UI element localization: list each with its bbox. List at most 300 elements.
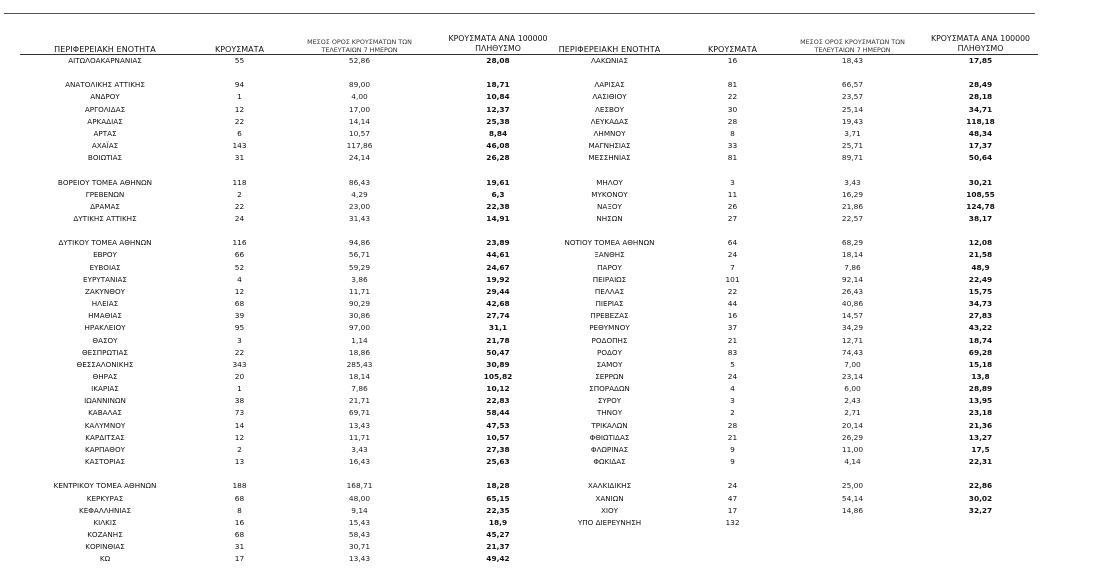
cell-region: ΧΑΛΚΙΔΙΚΗΣ [587, 481, 632, 491]
table-row [536, 286, 1038, 298]
cell-cases: 9 [730, 444, 735, 454]
cell-region: ΡΟΔΟΠΗΣ [591, 335, 628, 345]
cell-avg: 3,86 [351, 274, 368, 284]
cell-region: ΘΗΡΑΣ [92, 372, 118, 382]
cell-rate: 47,53 [486, 420, 510, 430]
cell-cases: 37 [727, 323, 738, 333]
cell-cases: 94 [234, 80, 245, 90]
cell-region: ΝΑΞΟΥ [597, 201, 622, 211]
cell-region: ΔΥΤΙΚΟΥ ΤΟΜΕΑ ΑΘΗΝΩΝ [58, 238, 152, 248]
table-row [536, 152, 1038, 164]
cell-cases: 8 [730, 128, 735, 138]
cell-rate: 28,18 [968, 92, 993, 102]
cell-avg: 59,29 [348, 262, 371, 272]
cell-avg: 18,14 [841, 250, 864, 260]
header-cases: ΚΡΟΥΣΜΑΤΑ [683, 34, 782, 55]
cell-avg: 14,86 [841, 505, 864, 515]
table-row [536, 237, 1038, 249]
cell-rate: 124,78 [966, 201, 995, 211]
cell-rate: 22,31 [968, 457, 993, 467]
cell-avg: 7,86 [351, 384, 368, 394]
cell-avg: 48,00 [348, 493, 371, 503]
cell-region: ΜΗΛΟΥ [596, 177, 623, 187]
spacer-row [536, 225, 1038, 237]
table-row [536, 505, 1038, 517]
cell-region: ΛΑΣΙΘΙΟΥ [592, 92, 627, 102]
cell-region: ΧΙΟΥ [600, 505, 619, 515]
spacer-cell [289, 164, 430, 176]
cell-region: ΣΠΟΡΑΔΩΝ [589, 384, 630, 394]
left-table-body [20, 55, 566, 566]
cell-rate: 22,83 [486, 396, 510, 406]
table-row [20, 420, 566, 432]
table-row [20, 553, 566, 565]
cell-region: ΤΗΝΟΥ [596, 408, 623, 418]
header-avg [782, 34, 923, 55]
spacer-row [536, 468, 1038, 480]
spacer-cell [536, 225, 683, 237]
cell-rate: 108,55 [966, 189, 995, 199]
cell-avg: 26,43 [841, 286, 864, 296]
cell-region: ΖΑΚΥΝΘΟΥ [84, 286, 126, 296]
cell-cases: 22 [234, 116, 245, 126]
cell-rate: 14,91 [486, 214, 510, 223]
cell-cases: 14 [234, 420, 245, 430]
cell-region: ΓΡΕΒΕΝΩΝ [85, 189, 125, 199]
header-rate-line2: ΠΛΗΘΥΣΜΟ [957, 44, 1004, 53]
cell-cases: 9 [730, 457, 735, 467]
table-row [536, 189, 1038, 201]
cell-cases: 73 [234, 408, 245, 418]
spacer-cell [289, 67, 430, 79]
header-avg-line2: ΤΕΛΕΥΤΑΙΩΝ 7 ΗΜΕΡΩΝ [814, 46, 891, 54]
table-row [536, 420, 1038, 432]
cell-rate: 69,28 [968, 347, 993, 357]
cell-rate: 34,73 [968, 299, 993, 309]
cell-avg: 6,00 [844, 384, 861, 394]
spacer-cell [683, 67, 782, 79]
cell-rate: 38,17 [968, 214, 993, 223]
cell-region: ΚΑΡΔΙΤΣΑΣ [85, 432, 125, 442]
table-row [20, 286, 566, 298]
cell-cases: 3 [237, 335, 242, 345]
cell-rate: 105,82 [483, 372, 513, 382]
spacer-cell [782, 225, 923, 237]
cell-region: ΚΟΖΑΝΗΣ [87, 530, 123, 540]
cell-rate: 13,27 [968, 432, 993, 442]
cell-avg: 69,71 [348, 408, 371, 418]
cell-avg: 23,00 [348, 201, 371, 211]
cell-region: ΥΠΟ ΔΙΕΡΕΥΝΗΣΗ [577, 517, 642, 527]
spacer-row [20, 225, 566, 237]
cell-rate: 26,28 [486, 153, 510, 163]
spacer-cell [923, 468, 1038, 480]
cell-rate: 23,18 [968, 408, 993, 418]
cell-region: ΚΑΣΤΟΡΙΑΣ [84, 457, 126, 467]
cell-region: ΛΑΚΩΝΙΑΣ [591, 56, 628, 65]
cell-rate: 21,58 [968, 250, 993, 260]
cell-region: ΑΡΤΑΣ [93, 128, 117, 138]
cell-region: ΕΥΡΥΤΑΝΙΑΣ [83, 274, 127, 284]
cell-region: ΠΡΕΒΕΖΑΣ [590, 311, 629, 321]
spacer-row [536, 164, 1038, 176]
cell-region: ΕΒΡΟΥ [93, 250, 117, 260]
table-row [20, 128, 566, 140]
cell-avg: 9,14 [351, 505, 368, 515]
cell-avg: 11,71 [348, 286, 371, 296]
cell-cases: 28 [727, 420, 738, 430]
cell-cases: 68 [234, 299, 245, 309]
cell-avg: 92,14 [841, 274, 864, 284]
table-row [20, 201, 566, 213]
cell-region: ΙΩΑΝΝΙΝΩΝ [84, 396, 126, 406]
cell-avg: 68,29 [841, 238, 864, 248]
table-row [536, 116, 1038, 128]
cell-cases: 12 [234, 286, 245, 296]
cell-avg: 17,00 [348, 104, 371, 114]
cell-region: ΜΥΚΟΝΟΥ [591, 189, 628, 199]
cell-avg: 285,43 [346, 359, 373, 369]
spacer-cell [289, 225, 430, 237]
cell-avg: 14,14 [348, 116, 371, 126]
cell-region: ΑΡΓΟΛΙΔΑΣ [84, 104, 126, 114]
cell-rate: 30,21 [968, 177, 993, 187]
table-row [536, 456, 1038, 468]
cell-rate: 44,61 [486, 250, 510, 260]
cell-rate: 22,35 [486, 505, 510, 515]
header-region: ΠΕΡΙΦΕΡΕΙΑΚΗ ΕΝΟΤΗΤΑ [536, 34, 683, 55]
cell-region: ΙΚΑΡΙΑΣ [91, 384, 119, 394]
cell-cases: 2 [237, 444, 242, 454]
cell-avg: 40,86 [841, 299, 864, 309]
cell-cases: 1 [237, 92, 242, 102]
cell-avg: 13,43 [348, 420, 371, 430]
cell-rate: 17,85 [968, 56, 993, 65]
cell-avg: 4,29 [351, 189, 368, 199]
cell-region: ΚΑΡΠΑΘΟΥ [85, 444, 125, 454]
cell-avg: 14,57 [841, 311, 864, 321]
spacer-cell [190, 164, 289, 176]
cell-avg: 22,57 [841, 214, 864, 223]
cell-region: ΚΑΒΑΛΑΣ [88, 408, 122, 418]
cell-avg: 54,14 [841, 493, 864, 503]
cell-rate: 28,08 [486, 56, 510, 65]
table-row [20, 444, 566, 456]
cell-region: ΚΕΦΑΛΛΗΝΙΑΣ [78, 505, 132, 515]
table-row [536, 177, 1038, 189]
cell-avg: 23,57 [841, 92, 864, 102]
cell-avg: 15,43 [348, 517, 371, 527]
table-row [536, 140, 1038, 152]
cell-region: ΦΩΚΙΔΑΣ [593, 457, 626, 467]
cell-cases: 68 [234, 493, 245, 503]
cell-avg: 24,14 [348, 153, 371, 163]
table-row [20, 383, 566, 395]
cell-region: ΒΟΙΩΤΙΑΣ [87, 153, 123, 163]
cell-cases: 95 [234, 323, 245, 333]
cell-rate: 12,08 [968, 238, 993, 248]
cell-cases: 55 [234, 56, 245, 65]
cell-avg: 56,71 [348, 250, 371, 260]
cell-cases: 11 [727, 189, 738, 199]
cell-region: ΗΜΑΘΙΑΣ [88, 311, 122, 321]
table-row [20, 91, 566, 103]
cell-region: ΛΗΜΝΟΥ [593, 128, 626, 138]
cell-rate: 24,67 [486, 262, 510, 272]
table-row [20, 262, 566, 274]
cell-region: ΡΟΔΟΥ [597, 347, 622, 357]
cell-avg: 89,00 [348, 80, 371, 90]
cell-avg [782, 517, 923, 529]
table-row [536, 91, 1038, 103]
cell-cases: 30 [727, 104, 738, 114]
cell-cases: 8 [237, 505, 242, 515]
cell-rate: 27,74 [486, 311, 510, 321]
header-region: ΠΕΡΙΦΕΡΕΙΑΚΗ ΕΝΟΤΗΤΑ [20, 34, 190, 55]
spacer-cell [20, 225, 190, 237]
cell-avg: 18,14 [348, 372, 371, 382]
cell-avg: 13,43 [348, 554, 371, 564]
spacer-cell [782, 164, 923, 176]
cell-avg: 1,14 [351, 335, 368, 345]
table-row [536, 249, 1038, 261]
table-row [536, 128, 1038, 140]
cell-cases: 132 [725, 517, 740, 527]
spacer-cell [923, 225, 1038, 237]
cell-region: ΗΛΕΙΑΣ [91, 299, 119, 309]
table-row [20, 298, 566, 310]
table-row [20, 517, 566, 529]
table-row [536, 213, 1038, 225]
cell-cases: 68 [234, 530, 245, 540]
cell-rate: 22,38 [486, 201, 510, 211]
table-row [20, 432, 566, 444]
cell-avg: 7,86 [844, 262, 861, 272]
cell-cases: 17 [234, 554, 245, 564]
cell-region: ΠΕΛΛΑΣ [594, 286, 625, 296]
cell-cases: 39 [234, 311, 245, 321]
spacer-cell [923, 164, 1038, 176]
cell-rate: 34,71 [968, 104, 993, 114]
cell-cases: 26 [727, 201, 738, 211]
cell-rate: 22,49 [968, 274, 993, 284]
table-row [536, 407, 1038, 419]
table-row [536, 432, 1038, 444]
header-rate-line1: ΚΡΟΥΣΜΑΤΑ ΑΝΑ 100000 [930, 34, 1031, 43]
cell-rate: 18,74 [968, 335, 993, 345]
cell-cases: 1 [237, 384, 242, 394]
table-row [20, 456, 566, 468]
cell-region: ΑΙΤΩΛΟΑΚΑΡΝΑΝΙΑΣ [68, 56, 142, 65]
cell-region: ΛΑΡΙΣΑΣ [594, 80, 625, 90]
cell-cases: 12 [234, 104, 245, 114]
cell-cases: 16 [234, 517, 245, 527]
table-row [20, 116, 566, 128]
table-row [536, 310, 1038, 322]
cell-region: ΚΩ [99, 554, 111, 564]
header-rate-line2: ΠΛΗΘΥΣΜΟ [475, 44, 521, 53]
table-row [536, 298, 1038, 310]
cell-avg: 18,43 [841, 56, 864, 65]
cell-cases: 13 [234, 457, 245, 467]
spacer-row [20, 67, 566, 79]
cell-region: ΘΕΣΣΑΛΟΝΙΚΗΣ [76, 359, 134, 369]
cell-region: ΚΙΛΚΙΣ [93, 517, 117, 527]
cell-cases: 27 [727, 214, 738, 223]
cases-table-left [20, 34, 566, 566]
spacer-cell [536, 67, 683, 79]
cell-cases: 343 [232, 359, 247, 369]
table-row [20, 335, 566, 347]
cell-cases: 3 [730, 177, 735, 187]
cell-region: ΠΙΕΡΙΑΣ [595, 299, 624, 309]
cell-rate: 8,84 [488, 128, 508, 138]
cases-table-right [536, 34, 1038, 529]
table-row [20, 177, 566, 189]
cell-region: ΚΕΝΤΡΙΚΟΥ ΤΟΜΕΑ ΑΘΗΝΩΝ [53, 481, 157, 491]
cell-region: ΝΟΤΙΟΥ ΤΟΜΕΑ ΑΘΗΝΩΝ [564, 238, 655, 248]
table-row [536, 201, 1038, 213]
cell-cases: 21 [727, 335, 738, 345]
cell-rate: 28,49 [968, 80, 993, 90]
spacer-cell [683, 468, 782, 480]
spacer-cell [782, 468, 923, 480]
header-avg-line2: ΤΕΛΕΥΤΑΙΩΝ 7 ΗΜΕΡΩΝ [321, 46, 398, 54]
spacer-row [536, 67, 1038, 79]
cell-cases: 52 [234, 262, 245, 272]
cell-avg: 2,43 [844, 396, 861, 406]
table-row [536, 262, 1038, 274]
cell-region: ΣΥΡΟΥ [597, 396, 622, 406]
cell-cases: 64 [727, 238, 738, 248]
cell-rate: 43,22 [968, 323, 993, 333]
cell-rate: 21,36 [968, 420, 993, 430]
cell-rate: 27,83 [968, 311, 993, 321]
table-row [536, 383, 1038, 395]
cell-avg: 3,43 [844, 177, 861, 187]
cell-cases: 81 [727, 153, 738, 163]
table-header-row [536, 34, 1038, 55]
cell-avg: 25,14 [841, 104, 864, 114]
table-row [20, 359, 566, 371]
cell-avg: 2,71 [844, 408, 861, 418]
cell-cases: 81 [727, 80, 738, 90]
cell-cases: 7 [730, 262, 735, 272]
cell-avg: 86,43 [348, 177, 371, 187]
cell-rate: 31,1 [488, 323, 508, 333]
cell-rate: 19,61 [486, 177, 510, 187]
cell-region: ΧΑΝΙΩΝ [595, 493, 624, 503]
cell-avg: 19,43 [841, 116, 864, 126]
cell-cases: 2 [237, 189, 242, 199]
cell-cases: 22 [727, 286, 738, 296]
header-rate-line1: ΚΡΟΥΣΜΑΤΑ ΑΝΑ 100000 [448, 34, 548, 43]
cell-region: ΣΕΡΡΩΝ [595, 372, 624, 382]
table-row [20, 529, 566, 541]
cell-avg: 21,71 [348, 396, 371, 406]
cell-cases: 12 [234, 432, 245, 442]
cell-cases: 116 [232, 238, 247, 248]
spacer-cell [289, 468, 430, 480]
cell-rate: 32,27 [968, 505, 993, 515]
cell-rate: 21,37 [486, 542, 510, 552]
table-row [20, 371, 566, 383]
table-row [536, 517, 1038, 529]
cell-avg: 74,43 [841, 347, 864, 357]
cell-region: ΤΡΙΚΑΛΩΝ [591, 420, 628, 430]
cell-region: ΦΘΙΩΤΙΔΑΣ [589, 432, 630, 442]
cell-avg: 90,29 [348, 299, 371, 309]
table-row [536, 104, 1038, 116]
cell-avg: 117,86 [346, 141, 373, 151]
spacer-cell [536, 468, 683, 480]
cell-avg: 26,29 [841, 432, 864, 442]
cell-region: ΚΑΛΥΜΝΟΥ [84, 420, 126, 430]
cell-rate: 50,64 [968, 153, 993, 163]
cell-cases: 24 [727, 481, 738, 491]
cell-region: ΠΕΙΡΑΙΩΣ [592, 274, 627, 284]
spacer-row [20, 468, 566, 480]
cell-cases: 24 [234, 214, 245, 223]
cell-avg: 18,86 [348, 347, 371, 357]
cell-avg: 34,29 [841, 323, 864, 333]
cell-region: ΦΛΩΡΙΝΑΣ [590, 444, 629, 454]
spacer-cell [923, 67, 1038, 79]
table-row [20, 310, 566, 322]
cell-rate: 19,92 [486, 274, 510, 284]
cell-avg: 16,43 [348, 457, 371, 467]
cell-rate: 118,18 [966, 116, 995, 126]
cell-avg: 11,00 [841, 444, 864, 454]
cell-cases: 20 [234, 372, 245, 382]
cell-rate: 17,5 [971, 444, 990, 454]
cell-avg: 20,14 [841, 420, 864, 430]
cell-cases: 22 [727, 92, 738, 102]
table-row [536, 480, 1038, 492]
cell-rate: 58,44 [486, 408, 510, 418]
cell-rate: 18,9 [488, 517, 508, 527]
cell-cases: 118 [232, 177, 247, 187]
cell-region: ΜΕΣΣΗΝΙΑΣ [588, 153, 631, 163]
cell-rate: 42,68 [486, 299, 510, 309]
header-avg [289, 34, 430, 55]
cell-rate: 25,38 [486, 116, 510, 126]
cell-region: ΘΕΣΠΡΩΤΙΑΣ [82, 347, 128, 357]
spacer-cell [20, 164, 190, 176]
cell-cases: 22 [234, 347, 245, 357]
header-avg-line1: ΜΕΣΟΣ ΟΡΟΣ ΚΡΟΥΣΜΑΤΩΝ ΤΩΝ [800, 38, 905, 46]
right-table-body [536, 55, 1038, 530]
cell-avg: 89,71 [841, 153, 864, 163]
cell-cases: 4 [237, 274, 242, 284]
cell-cases: 143 [232, 141, 247, 151]
cell-rate: 45,27 [486, 530, 510, 540]
cell-avg: 11,71 [348, 432, 371, 442]
cell-rate: 65,15 [486, 493, 510, 503]
cell-rate: 18,71 [486, 80, 510, 90]
cell-rate: 10,57 [486, 432, 510, 442]
spacer-cell [782, 67, 923, 79]
spacer-cell [20, 67, 190, 79]
cell-rate: 28,89 [968, 384, 993, 394]
cell-cases: 17 [727, 505, 738, 515]
cell-cases: 66 [234, 250, 245, 260]
cell-region: ΑΝΔΡΟΥ [90, 92, 120, 102]
cell-avg: 25,00 [841, 481, 864, 491]
cell-region: ΝΗΣΩΝ [596, 214, 623, 223]
cell-cases: 2 [730, 408, 735, 418]
header-rate [923, 34, 1038, 55]
